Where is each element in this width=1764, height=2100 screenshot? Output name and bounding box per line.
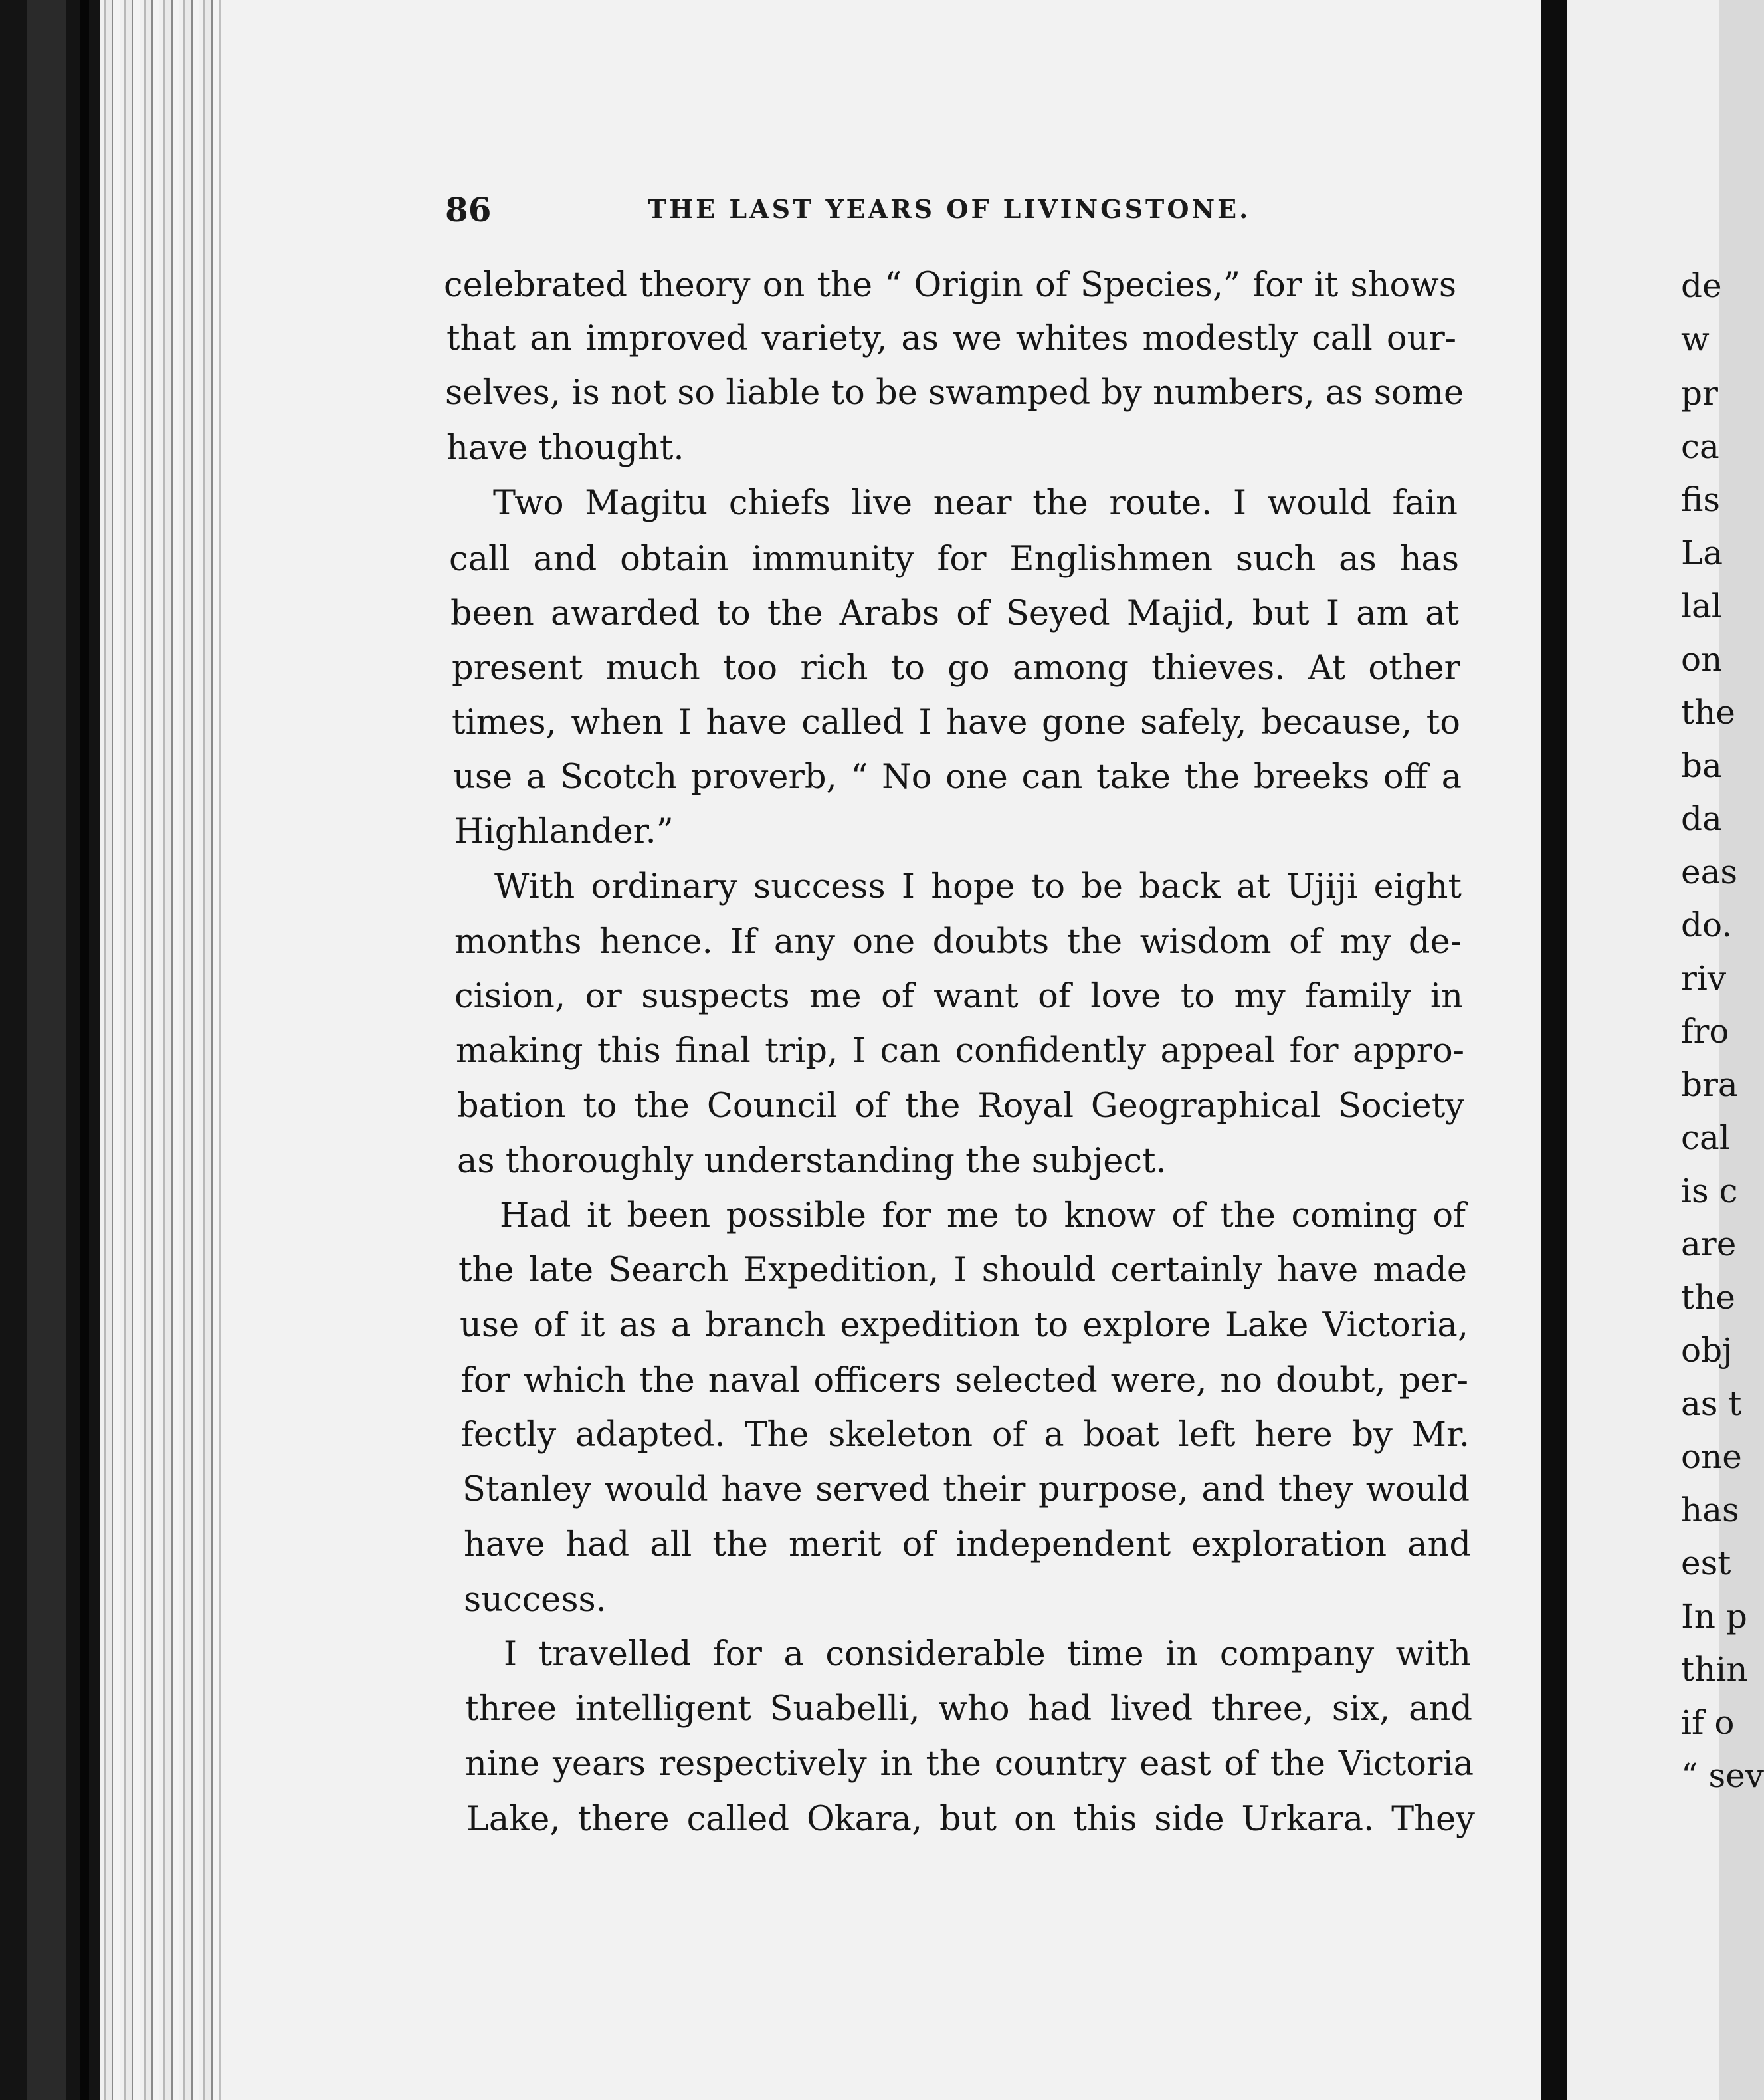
page-edges <box>100 0 219 2100</box>
text-line: Stanley would have served their purpose, and they would <box>462 1470 1470 1509</box>
paragraph-first-line: I travelled for a considerable time in company with <box>504 1635 1471 1674</box>
facing-page-line-fragment: est <box>1681 1544 1731 1582</box>
text-line: present much too rich to go among thieves. At other <box>452 649 1460 688</box>
facing-page-line-fragment: is c <box>1681 1172 1738 1210</box>
facing-page-line-fragment: one <box>1681 1437 1742 1476</box>
text-line: months hence. If any one doubts the wisdom of my de- <box>454 922 1462 962</box>
facing-page-line-fragment: cal <box>1681 1118 1730 1157</box>
facing-page-line-fragment: “ sev <box>1681 1756 1764 1795</box>
facing-page-line-fragment: as t <box>1681 1384 1742 1423</box>
facing-page-line-fragment: La <box>1681 534 1723 572</box>
text-line: three intelligent Suabelli, who had lived three, six, and <box>465 1689 1472 1729</box>
facing-page-line-fragment: lal <box>1681 587 1722 625</box>
facing-page-line-fragment: has <box>1681 1491 1739 1529</box>
facing-page-line-fragment: the <box>1681 1278 1735 1316</box>
facing-page-line-fragment: ca <box>1681 427 1719 466</box>
facing-page-line-fragment: do. <box>1681 906 1733 944</box>
text-line: bation to the Council of the Royal Geographical Society <box>457 1087 1464 1126</box>
facing-page-line-fragment: fro <box>1681 1012 1729 1051</box>
text-line: use of it as a branch expedition to explore Lake Victoria, <box>460 1306 1468 1345</box>
facing-page-line-fragment: bra <box>1681 1065 1738 1104</box>
book-gutter <box>1541 0 1567 2100</box>
text-line: for which the naval officers selected were, no doubt, per- <box>461 1361 1468 1400</box>
spine-edge <box>80 0 89 2100</box>
text-line: Lake, there called Okara, but on this side Urkara. They <box>466 1800 1475 1839</box>
facing-page-line-fragment: In p <box>1681 1597 1747 1635</box>
facing-page-line-fragment: da <box>1681 799 1722 838</box>
text-line: that an improved variety, as we whites modestly call our- <box>446 319 1456 358</box>
text-line: Highlander.” <box>454 812 674 851</box>
spine-shadow <box>27 0 66 2100</box>
facing-page-line-fragment: eas <box>1681 853 1738 891</box>
text-line: the late Search Expedition, I should certainly have made <box>458 1251 1467 1290</box>
text-line: selves, is not so liable to be swamped by numbers, as some <box>445 373 1464 413</box>
text-line: been awarded to the Arabs of Seyed Majid, but I am at <box>450 594 1459 633</box>
facing-page-line-fragment: the <box>1681 693 1735 732</box>
page-number: 86 <box>445 190 492 229</box>
facing-page-line-fragment: obj <box>1681 1331 1733 1370</box>
paragraph-first-line: Had it been possible for me to know of the coming of <box>500 1196 1466 1235</box>
running-title: THE LAST YEARS OF LIVINGSTONE. <box>648 194 1251 224</box>
facing-page-line-fragment: fis <box>1681 480 1721 519</box>
facing-page-line-fragment: on <box>1681 640 1723 679</box>
facing-page-line-fragment: if o <box>1681 1703 1735 1742</box>
facing-page-line-fragment: de <box>1681 266 1722 305</box>
text-line: fectly adapted. The skeleton of a boat left here by Mr. <box>461 1416 1470 1455</box>
facing-page-line-fragment: riv <box>1681 959 1727 998</box>
text-line: nine years respectively in the country east of the Victoria <box>465 1744 1474 1784</box>
facing-page-line-fragment: ba <box>1681 746 1722 785</box>
facing-page <box>1567 0 1764 2100</box>
text-line: use a Scotch proverb, “ No one can take the breeks off a <box>453 758 1462 797</box>
text-line: making this final trip, I can confidently appeal for appro- <box>456 1031 1464 1071</box>
text-line: celebrated theory on the “ Origin of Species,” for it shows <box>444 266 1456 305</box>
facing-page-line-fragment: thin <box>1681 1650 1748 1689</box>
text-line: as thoroughly understanding the subject. <box>457 1142 1167 1181</box>
paragraph-first-line: With ordinary success I hope to be back at Ujiji eight <box>494 867 1462 906</box>
text-line: cision, or suspects me of want of love to my family in <box>454 977 1463 1016</box>
text-line: times, when I have called I have gone safely, because, to <box>452 703 1460 742</box>
text-line: have thought. <box>446 429 684 468</box>
facing-page-line-fragment: are <box>1681 1225 1737 1263</box>
text-line: success. <box>464 1580 607 1620</box>
text-line: call and obtain immunity for Englishmen such as has <box>449 540 1459 579</box>
facing-page-line-fragment: pr <box>1681 374 1718 413</box>
facing-page-line-fragment: w <box>1681 320 1710 358</box>
paragraph-first-line: Two Magitu chiefs live near the route. I would fain <box>493 484 1458 523</box>
text-line: have had all the merit of independent exploration and <box>464 1525 1471 1564</box>
